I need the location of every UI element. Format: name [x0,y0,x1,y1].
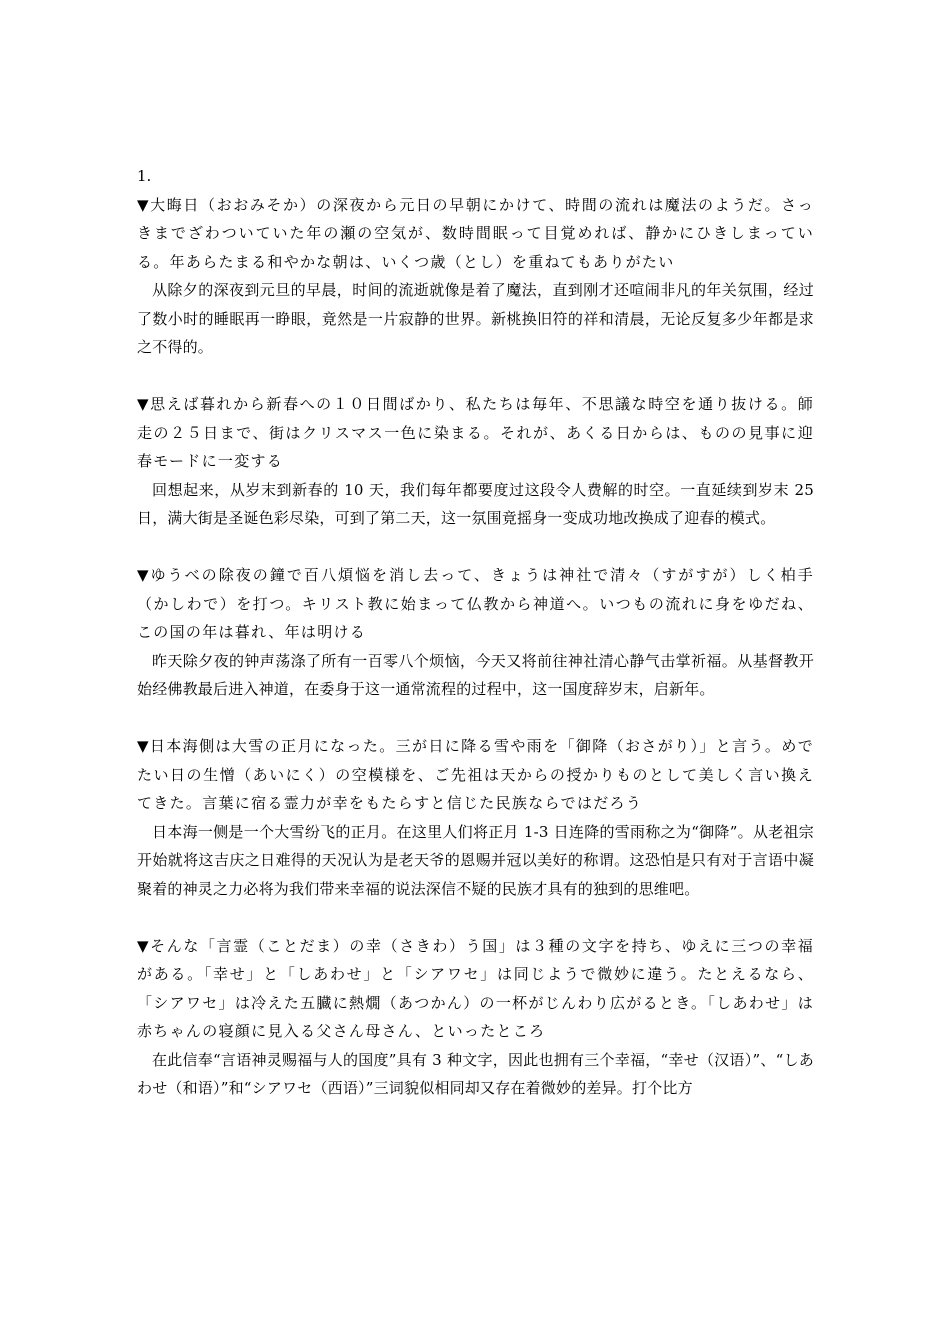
chinese-translation: 昨天除夕夜的钟声荡涤了所有一百零八个烦恼，今天又将前往神社清心静气击掌祈福。从基督教开始经佛教最后进入神道，在委身于这一通常流程的过程中，这一国度辞岁末，启新年。 [137,651,814,698]
paragraph-section-2 [137,390,814,533]
paragraph-section-1 [137,191,814,362]
chinese-translation: 在此信奉“言语神灵赐福与人的国度”具有 3 种文字，因此也拥有三个幸福，“幸せ（汉语）”、“しあわせ（和语）”和“シアワセ（西语）”三词貌似相同却又存在着微妙的差异。打个比方 [137,1050,814,1097]
chinese-translation: 从除夕的深夜到元旦的早晨，时间的流逝就像是着了魔法，直到刚才还喧闹非凡的年关氛围，经过了数小时的睡眠再一睁眼，竟然是一片寂静的世界。新桃换旧符的祥和清晨，无论反复多少年都是求之不得的。 [137,281,814,356]
japanese-paragraph: ▼ゆうべの除夜の鐘で百八煩悩を消し去って、きょうは神社で清々（すがすが）しく柏手（かしわで）を打つ。キリスト教に始まって仏教から神道へ。いつもの流れに身をゆだね、この国の年は暮れ、年は明ける [137,566,814,641]
chinese-translation: 回想起来，从岁末到新春的 10 天，我们每年都要度过这段令人费解的时空。一直延续到岁末 25 日，满大街是圣诞色彩尽染，可到了第二天，这一氛围竟摇身一变成功地改换成了迎春的模式。 [137,480,814,527]
japanese-paragraph: ▼大晦日（おおみそか）の深夜から元日の早朝にかけて、時間の流れは魔法のようだ。さっきまでざわついていた年の瀬の空気が、数時間眠って目覚めれば、静かにひきしまっている。年あらたまる和やかな朝は、いくつ歳（とし）を重ねてもありがたい [137,195,814,271]
chinese-translation: 日本海一侧是一个大雪纷飞的正月。在这里人们将正月 1-3 日连降的雪雨称之为“御降”。从老祖宗开始就将这吉庆之日难得的天况认为是老天爷的恩赐并冠以美好的称谓。这恐怕是只有对于言语中凝聚着的神灵之力必将为我们带来幸福的说法深信不疑的民族才具有的独到的思维吧。 [137,822,814,898]
japanese-paragraph: ▼思えば暮れから新春への１０日間ばかり、私たちは毎年、不思議な時空を通り抜ける。師走の２５日まで、街はクリスマス一色に染まる。それが、あくる日からは、ものの見事に迎春モードに一変する [137,395,814,470]
paragraph-section-3 [137,561,814,704]
paragraph-section-4 [137,732,814,903]
japanese-paragraph: ▼日本海側は大雪の正月になった。三が日に降る雪や雨を「御降（おさがり）」と言う。めでたい日の生憎（あいにく）の空模様を、ご先祖は天からの授かりものとして美しく言い換えてきた。言葉に宿る霊力が幸をもたらすと信じた民族ならではだろう [137,737,814,812]
page-number: 1. [137,167,152,185]
document-page [137,162,814,1103]
japanese-paragraph: ▼そんな「言霊（ことだま）の幸（さきわ）う国」は３種の文字を持ち、ゆえに三つの幸福がある。「幸せ」と「しあわせ」と「シアワセ」は同じようで微妙に違う。たとえるなら、「シアワセ」は冷えた五臓に熱燗（あつかん）の一杯がじんわり広がるとき。「しあわせ」は赤ちゃんの寝顔に見入る父さん母さん、といったところ [137,936,814,1040]
paragraph-section-5 [137,932,814,1103]
